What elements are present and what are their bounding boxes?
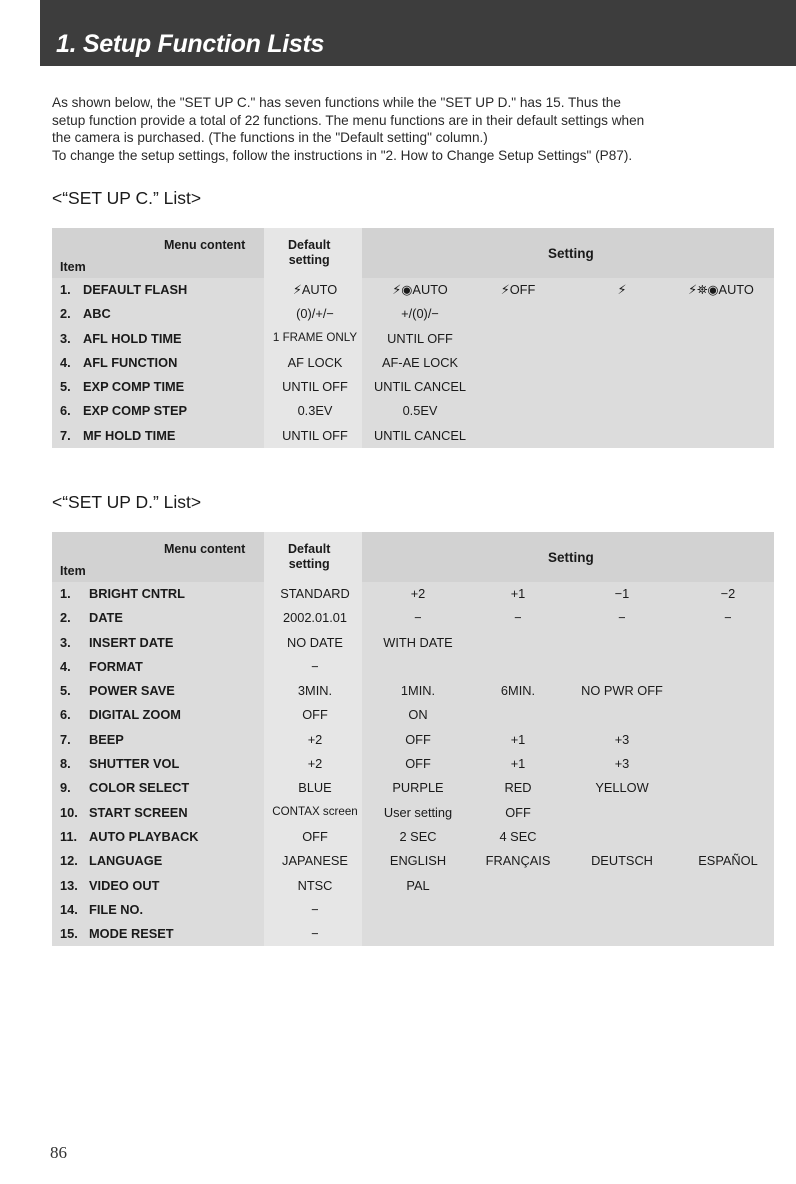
item-number: 13. xyxy=(60,877,78,893)
item-number: 4. xyxy=(60,354,71,370)
item-number: 11. xyxy=(60,828,78,844)
setting-option-cell: WITH DATE xyxy=(383,634,453,650)
item-number: 5. xyxy=(60,683,71,699)
default-setting-cell: − xyxy=(311,658,319,674)
item-name: START SCREEN xyxy=(89,804,188,820)
default-setting-cell: 3MIN. xyxy=(297,683,333,699)
default-setting-cell: JAPANESE xyxy=(282,853,348,869)
table-row xyxy=(52,679,774,703)
default-setting-cell: +2 xyxy=(307,731,323,747)
setting-option-cell: ESPAÑOL xyxy=(698,853,758,869)
intro-line: To change the setup settings, follow the instructions in "2. How to Change Setup Settings" (P87). xyxy=(52,147,633,163)
page-number: 86 xyxy=(50,1143,67,1162)
item-name: FILE NO. xyxy=(89,901,144,917)
page-title: 1. Setup Function Lists xyxy=(56,30,325,58)
setting-option-cell: −1 xyxy=(614,586,630,601)
item-number: 2. xyxy=(60,306,71,322)
header-default-line2: setting xyxy=(288,557,330,571)
setting-option-cell: AF-AE LOCK xyxy=(381,354,459,370)
item-number: 5. xyxy=(60,379,71,395)
default-setting-cell: UNTIL OFF xyxy=(282,379,348,395)
item-number: 2. xyxy=(60,610,71,626)
default-setting-cell: 1 FRAME ONLY xyxy=(272,330,358,344)
table-row xyxy=(52,728,774,752)
table-body xyxy=(52,278,774,448)
table-header xyxy=(52,532,774,582)
item-number: 8. xyxy=(60,756,71,772)
setting-option-cell: FRANÇAIS xyxy=(485,853,551,869)
item-number: 1. xyxy=(60,586,71,601)
setting-option-cell: UNTIL CANCEL xyxy=(374,427,466,443)
header-menu-content: Menu content xyxy=(164,542,246,556)
header-item: Item xyxy=(60,564,86,578)
setting-option-cell: PURPLE xyxy=(392,780,444,796)
default-setting-cell: NO DATE xyxy=(287,634,343,650)
default-setting-cell: STANDARD xyxy=(280,586,350,601)
default-setting-cell: UNTIL OFF xyxy=(282,427,348,443)
table-row xyxy=(52,655,774,679)
header-default-setting xyxy=(288,542,330,572)
setting-option-cell: ⚡◉AUTO xyxy=(392,282,448,297)
table-row xyxy=(52,606,774,630)
setting-option-cell: UNTIL CANCEL xyxy=(374,379,466,395)
item-name: FORMAT xyxy=(89,658,143,674)
header-setting: Setting xyxy=(548,246,594,261)
item-number: 9. xyxy=(60,780,71,796)
default-setting-cell: − xyxy=(311,926,319,942)
table-row xyxy=(52,776,774,800)
setting-option-cell: 2 SEC xyxy=(399,828,437,844)
table-header xyxy=(52,228,774,278)
default-setting-cell: CONTAX screen xyxy=(272,804,358,818)
setting-option-cell: PAL xyxy=(406,877,430,893)
item-number: 7. xyxy=(60,427,71,443)
default-setting-cell: OFF xyxy=(302,828,328,844)
table-row xyxy=(52,375,774,399)
table-row xyxy=(52,582,774,606)
item-name: MODE RESET xyxy=(89,926,174,942)
setup-d-heading: <“SET UP D.” List> xyxy=(52,492,202,512)
item-name: AFL HOLD TIME xyxy=(83,330,182,346)
intro-line: the camera is purchased. (The functions in the "Default setting" column.) xyxy=(52,130,488,145)
header-default-setting xyxy=(288,238,330,268)
default-setting-cell: − xyxy=(311,901,319,917)
table-row xyxy=(52,351,774,375)
table-row xyxy=(52,849,774,873)
setting-option-cell: −2 xyxy=(720,586,736,601)
setting-option-cell: User setting xyxy=(383,804,453,820)
intro-line: setup function provide a total of 22 functions. The menu functions are in their default settings when xyxy=(52,112,645,128)
setting-option-cell: +2 xyxy=(410,586,426,601)
table-row xyxy=(52,825,774,849)
item-name: EXP COMP STEP xyxy=(83,403,188,419)
setting-option-cell: +3 xyxy=(614,756,630,772)
setting-option-cell: OFF xyxy=(405,731,431,747)
item-name: DEFAULT FLASH xyxy=(83,282,188,297)
setup-c-table xyxy=(52,228,774,448)
setting-option-cell: 4 SEC xyxy=(499,828,537,844)
item-number: 15. xyxy=(60,926,78,942)
setting-option-cell: +3 xyxy=(614,731,630,747)
default-setting-cell: +2 xyxy=(307,756,323,772)
setting-option-cell: ON xyxy=(408,707,428,723)
setting-option-cell: ENGLISH xyxy=(389,853,447,869)
item-number: 6. xyxy=(60,403,71,419)
item-number: 4. xyxy=(60,658,71,674)
item-name: BRIGHT CNTRL xyxy=(89,586,185,601)
setting-option-cell: +/(0)/− xyxy=(401,306,439,322)
item-name: LANGUAGE xyxy=(89,853,163,869)
item-number: 3. xyxy=(60,330,71,346)
setting-option-cell: +1 xyxy=(510,586,526,601)
default-setting-cell: (0)/+/− xyxy=(296,306,334,322)
item-number: 10. xyxy=(60,804,78,820)
setting-option-cell: +1 xyxy=(510,731,526,747)
item-number: 12. xyxy=(60,853,78,869)
item-number: 7. xyxy=(60,731,71,747)
default-setting-cell: NTSC xyxy=(297,877,333,893)
setting-option-cell: ⚡OFF xyxy=(500,282,536,297)
item-number: 6. xyxy=(60,707,71,723)
setting-option-cell: +1 xyxy=(510,756,526,772)
header-default-line1: Default xyxy=(288,542,331,556)
setup-c-heading: <“SET UP C.” List> xyxy=(52,188,202,208)
item-name: VIDEO OUT xyxy=(89,877,160,893)
setting-option-cell: ⚡ xyxy=(617,282,627,297)
setting-option-cell: 0.5EV xyxy=(402,403,438,419)
table-row xyxy=(52,922,774,946)
item-name: SHUTTER VOL xyxy=(89,756,180,772)
default-setting-cell: BLUE xyxy=(298,780,332,796)
setting-option-cell: 1MIN. xyxy=(400,683,436,699)
setting-option-cell: DEUTSCH xyxy=(591,853,653,869)
default-setting-cell: 0.3EV xyxy=(297,403,333,419)
table-row xyxy=(52,801,774,825)
setting-option-cell: UNTIL OFF xyxy=(387,330,453,346)
default-setting-cell: OFF xyxy=(302,707,328,723)
setting-option-cell: ⚡⛯◉AUTO xyxy=(688,282,754,297)
setting-option-cell: OFF xyxy=(405,756,431,772)
setting-option-cell: − xyxy=(514,610,522,626)
item-name: AFL FUNCTION xyxy=(83,354,178,370)
table-row xyxy=(52,898,774,922)
item-number: 14. xyxy=(60,901,78,917)
item-name: DATE xyxy=(89,610,123,626)
item-name: AUTO PLAYBACK xyxy=(89,828,199,844)
table-row xyxy=(52,327,774,351)
header-default-line1: Default xyxy=(288,238,331,252)
item-name: EXP COMP TIME xyxy=(83,379,185,395)
table-row xyxy=(52,399,774,423)
item-number: 3. xyxy=(60,634,71,650)
setting-option-cell: NO PWR OFF xyxy=(581,683,663,699)
setup-d-table xyxy=(52,532,774,946)
table-row xyxy=(52,631,774,655)
table-row xyxy=(52,703,774,727)
item-name: DIGITAL ZOOM xyxy=(89,707,181,723)
setting-option-cell: − xyxy=(724,610,732,626)
table-row xyxy=(52,302,774,326)
default-setting-cell: AF LOCK xyxy=(287,354,343,370)
item-number: 1. xyxy=(60,282,71,297)
setting-option-cell: − xyxy=(618,610,626,626)
intro-line: As shown below, the "SET UP C." has seven functions while the "SET UP D." has 15. Thus the xyxy=(52,95,621,110)
default-setting-cell: 2002.01.01 xyxy=(282,610,348,626)
header-default-line2: setting xyxy=(288,253,330,267)
intro-paragraph xyxy=(52,94,776,164)
setting-option-cell: OFF xyxy=(505,804,531,820)
setting-option-cell: RED xyxy=(504,780,532,796)
table-row xyxy=(52,752,774,776)
item-name: INSERT DATE xyxy=(89,634,174,650)
table-row xyxy=(52,424,774,448)
item-name: BEEP xyxy=(89,731,124,747)
table-row xyxy=(52,874,774,898)
setting-option-cell: − xyxy=(414,610,422,626)
item-name: MF HOLD TIME xyxy=(83,427,176,443)
item-name: ABC xyxy=(83,306,111,322)
default-setting-cell: ⚡AUTO xyxy=(292,282,338,297)
header-item: Item xyxy=(60,260,86,274)
setting-option-cell: 6MIN. xyxy=(500,683,536,699)
setting-option-cell: YELLOW xyxy=(595,780,649,796)
header-menu-content: Menu content xyxy=(164,238,246,252)
table-body xyxy=(52,582,774,946)
header-setting: Setting xyxy=(548,550,594,565)
table-row xyxy=(52,278,774,302)
item-name: COLOR SELECT xyxy=(89,780,190,796)
item-name: POWER SAVE xyxy=(89,683,175,699)
